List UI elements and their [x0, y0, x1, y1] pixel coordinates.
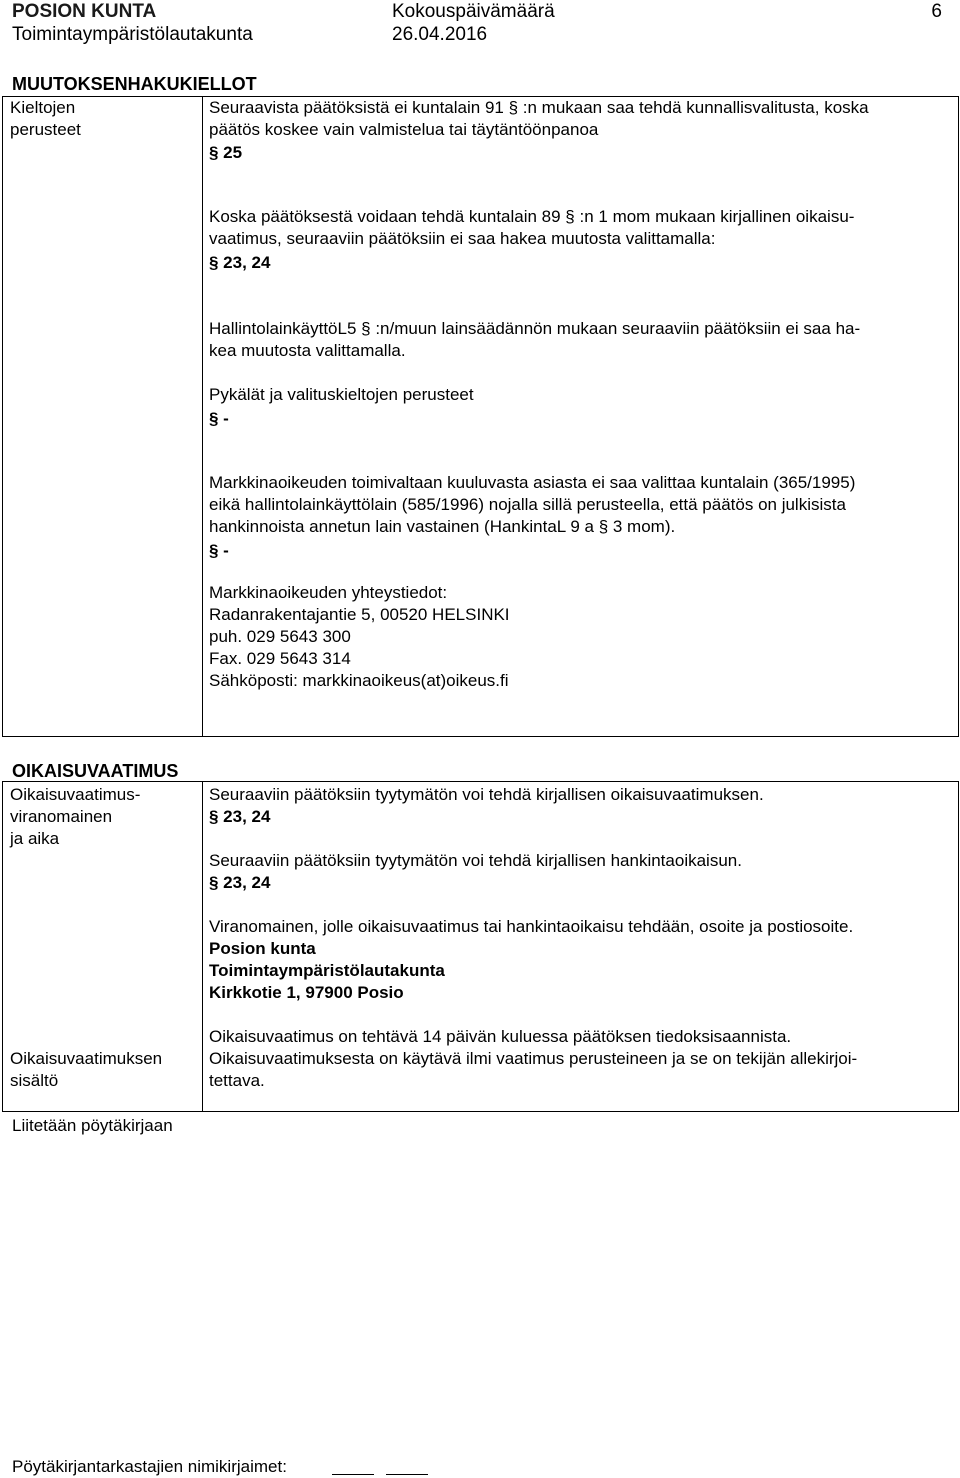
rectification-text-3: Viranomainen, jolle oikaisuvaatimus tai hankintaoikaisu tehdään, osoite ja postiosoite.: [209, 917, 854, 936]
header-meeting: [392, 0, 555, 46]
table-divider: [202, 96, 203, 737]
label-authority-line3: ja aika: [10, 829, 60, 848]
ban-paragraph-5-line2: eikä hallintolainkäyttölain (585/1996) nojalla sillä perusteella, että päätös on julkisista: [209, 495, 846, 514]
signature-line-2: [386, 1474, 428, 1475]
rectification-text-2: Seuraaviin päätöksiin tyytymätön voi tehdä kirjallisen hankintaoikaisun.: [209, 851, 742, 870]
label-content-line2: sisältö: [10, 1071, 59, 1090]
attached-note: Liitetään pöytäkirjaan: [12, 1116, 173, 1135]
table-divider: [202, 781, 203, 1112]
authority-address: Kirkkotie 1, 97900 Posio: [209, 983, 404, 1002]
ban-paragraph-3-line1: HallintolainkäyttöL5 § :n/muun lainsäädännön mukaan seuraaviin päätöksiin ei saa ha-: [209, 319, 861, 338]
appeal-ban-table: [2, 96, 959, 737]
header-left: [12, 0, 253, 46]
ban-paragraph-1-line2: päätös koskee vain valmistelua tai täytäntöönpanoa: [209, 120, 599, 139]
authority-board: Toimintaympäristölautakunta: [209, 961, 445, 980]
ban-paragraph-4-sections: § -: [209, 409, 229, 428]
ban-paragraph-4-heading: Pykälät ja valituskieltojen perusteet: [209, 385, 474, 404]
rectification-sections-1: § 23, 24: [209, 807, 271, 826]
page-number: 6: [931, 1, 942, 22]
signature-line-1: [332, 1474, 374, 1475]
board-name: Toimintaympäristölautakunta: [12, 24, 253, 45]
label-authority-line2: viranomainen: [10, 807, 113, 826]
rectification-content-line2: tettava.: [209, 1071, 265, 1090]
rectification-deadline: Oikaisuvaatimus on tehtävä 14 päivän kuluessa päätöksen tiedoksisaannista.: [209, 1027, 792, 1046]
contact-heading: Markkinaoikeuden yhteystiedot:: [209, 583, 448, 602]
authority-name: Posion kunta: [209, 939, 316, 958]
ban-paragraph-5-sections: § -: [209, 541, 229, 560]
ban-paragraph-1-line1: Seuraavista päätöksistä ei kuntalain 91 § :n mukaan saa tehdä kunnallisvalitusta, koska: [209, 98, 869, 117]
rectification-content-line1: Oikaisuvaatimuksesta on käytävä ilmi vaatimus perusteineen ja se on tekijän allekirjoi-: [209, 1049, 858, 1068]
signatures-label: Pöytäkirjantarkastajien nimikirjaimet:: [12, 1457, 287, 1476]
label-content-line1: Oikaisuvaatimuksen: [10, 1049, 163, 1068]
ban-paragraph-1-sections: § 25: [209, 143, 243, 162]
ban-paragraph-5-line3: hankinnoista annetun lain vastainen (HankintaL 9 a § 3 mom).: [209, 517, 676, 536]
label-authority-line1: Oikaisuvaatimus-: [10, 785, 141, 804]
ban-paragraph-5-line1: Markkinaoikeuden toimivaltaan kuuluvasta asiasta ei saa valittaa kuntalain (365/1995): [209, 473, 856, 492]
contact-email: Sähköposti: markkinaoikeus(at)oikeus.fi: [209, 671, 509, 690]
ban-paragraph-3-line2: kea muutosta valittamalla.: [209, 341, 406, 360]
ban-paragraph-2-line1: Koska päätöksestä voidaan tehdä kuntalain 89 § :n 1 mom mukaan kirjallinen oikaisu-: [209, 207, 855, 226]
organization-name: POSION KUNTA: [12, 1, 157, 22]
rectification-title: OIKAISUVAATIMUS: [12, 761, 179, 781]
rectification-sections-2: § 23, 24: [209, 873, 271, 892]
label-grounds-line2: perusteet: [10, 120, 81, 139]
meeting-date-label: Kokouspäivämäärä: [392, 1, 555, 22]
ban-paragraph-2-line2: vaatimus, seuraaviin päätöksiin ei saa hakea muutosta valittamalla:: [209, 229, 716, 248]
contact-phone: puh. 029 5643 300: [209, 627, 351, 646]
meeting-date: 26.04.2016: [392, 24, 488, 45]
appeal-ban-title: MUUTOKSENHAKUKIELLOT: [12, 74, 257, 94]
rectification-text-1: Seuraaviin päätöksiin tyytymätön voi tehdä kirjallisen oikaisuvaatimuksen.: [209, 785, 764, 804]
ban-paragraph-2-sections: § 23, 24: [209, 253, 271, 272]
contact-address: Radanrakentajantie 5, 00520 HELSINKI: [209, 605, 510, 624]
contact-fax: Fax. 029 5643 314: [209, 649, 351, 668]
label-grounds-line1: Kieltojen: [10, 98, 76, 117]
